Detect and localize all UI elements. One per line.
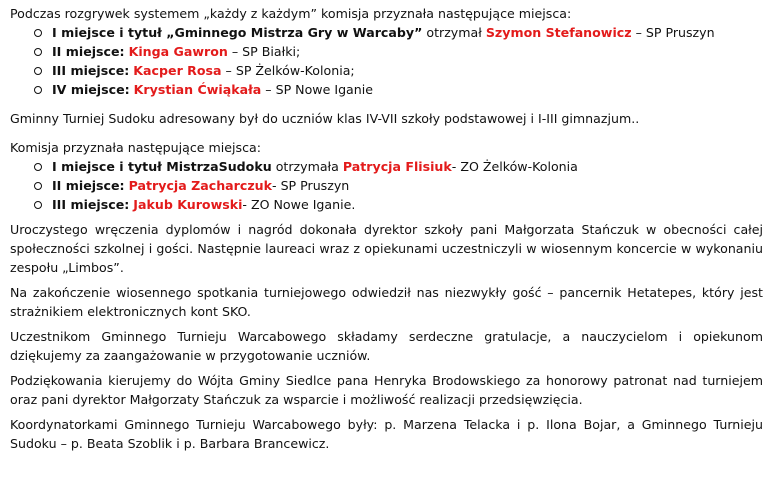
place-label: III miejsce: <box>52 197 130 212</box>
circle-bullet-icon <box>34 48 42 56</box>
intro-warcaby: Podczas rozgrywek systemem „każdy z każdym” komisja przyznała następujące miejsca: <box>10 6 572 21</box>
circle-bullet-icon <box>34 29 42 37</box>
list-item <box>34 23 763 42</box>
list-item <box>34 176 763 195</box>
circle-bullet-icon <box>34 163 42 171</box>
school-name: - ZO Żelków-Kolonia <box>451 159 578 174</box>
winner-name: Jakub Kurowski <box>133 197 243 212</box>
sudoku-intro: Gminny Turniej Sudoku adresowany był do uczniów klas IV-VII szkoły podstawowej i I-III gimnazjum.. <box>10 111 640 126</box>
paragraph-ceremony: Uroczystego wręczenia dyplomów i nagród dokonała dyrektor szkoły pani Małgorzata Stańczuk w obecności całej społeczności szkolnej i gości. Następnie laureaci wraz z opiekunami uczestniczyli w wiosennym koncercie w wykonaniu zespołu „Limbos”. <box>10 222 763 275</box>
circle-bullet-icon <box>34 67 42 75</box>
winner-name: Kacper Rosa <box>133 63 222 78</box>
place-label: III miejsce: <box>52 63 130 78</box>
paragraph-patronage: Podziękowania kierujemy do Wójta Gminy Siedlce pana Henryka Brodowskiego za honorowy patronat nad turniejem oraz pani dyrektor Małgorzaty Stańczuk za wsparcie i możliwość realizacji przedsięwzięcia. <box>10 373 763 407</box>
warcaby-results-list <box>10 23 763 99</box>
list-item <box>34 195 763 214</box>
school-name: – SP Żelków-Kolonia; <box>221 63 355 78</box>
list-item <box>34 157 763 176</box>
list-item <box>34 80 763 99</box>
school-name: - SP Pruszyn <box>272 178 350 193</box>
paragraph-guest: Na zakończenie wiosennego spotkania turniejowego odwiedził nas niezwykły gość – pancernik Hetatepes, który jest strażnikiem elektronicznych kont SKO. <box>10 285 763 319</box>
winner-name: Krystian Ćwiąkała <box>133 82 262 97</box>
place-label: IV miejsce: <box>52 82 130 97</box>
school-name: – SP Pruszyn <box>631 25 715 40</box>
connector-text: otrzymał <box>422 25 486 40</box>
circle-bullet-icon <box>34 182 42 190</box>
school-name: - ZO Nowe Iganie. <box>242 197 356 212</box>
paragraph-congratulations: Uczestnikom Gminnego Turnieju Warcabowego składamy serdeczne gratulacje, a nauczycielom i opiekunom dziękujemy za zaangażowanie w przygotowanie uczniów. <box>10 329 763 363</box>
list-item <box>34 61 763 80</box>
place-label: I miejsce i tytuł MistrzaSudoku <box>52 159 272 174</box>
circle-bullet-icon <box>34 201 42 209</box>
list-item <box>34 42 763 61</box>
place-label: II miejsce: <box>52 44 125 59</box>
winner-name: Patrycja Zacharczuk <box>128 178 273 193</box>
winner-name: Kinga Gawron <box>128 44 228 59</box>
intro-sudoku: Komisja przyznała następujące miejsca: <box>10 140 262 155</box>
sudoku-results-list <box>10 157 763 214</box>
connector-text: otrzymała <box>271 159 343 174</box>
winner-name: Szymon Stefanowicz <box>485 25 632 40</box>
circle-bullet-icon <box>34 86 42 94</box>
paragraph-coordinators: Koordynatorkami Gminnego Turnieju Warcabowego były: p. Marzena Telacka i p. Ilona Bojar, a Gminnego Turnieju Sudoku – p. Beata Szoblik i p. Barbara Brancewicz. <box>10 417 763 451</box>
place-label: II miejsce: <box>52 178 125 193</box>
school-name: – SP Białki; <box>227 44 301 59</box>
school-name: – SP Nowe Iganie <box>261 82 374 97</box>
winner-name: Patrycja Flisiuk <box>342 159 452 174</box>
place-label: I miejsce i tytuł „Gminnego Mistrza Gry w Warcaby” <box>52 25 423 40</box>
